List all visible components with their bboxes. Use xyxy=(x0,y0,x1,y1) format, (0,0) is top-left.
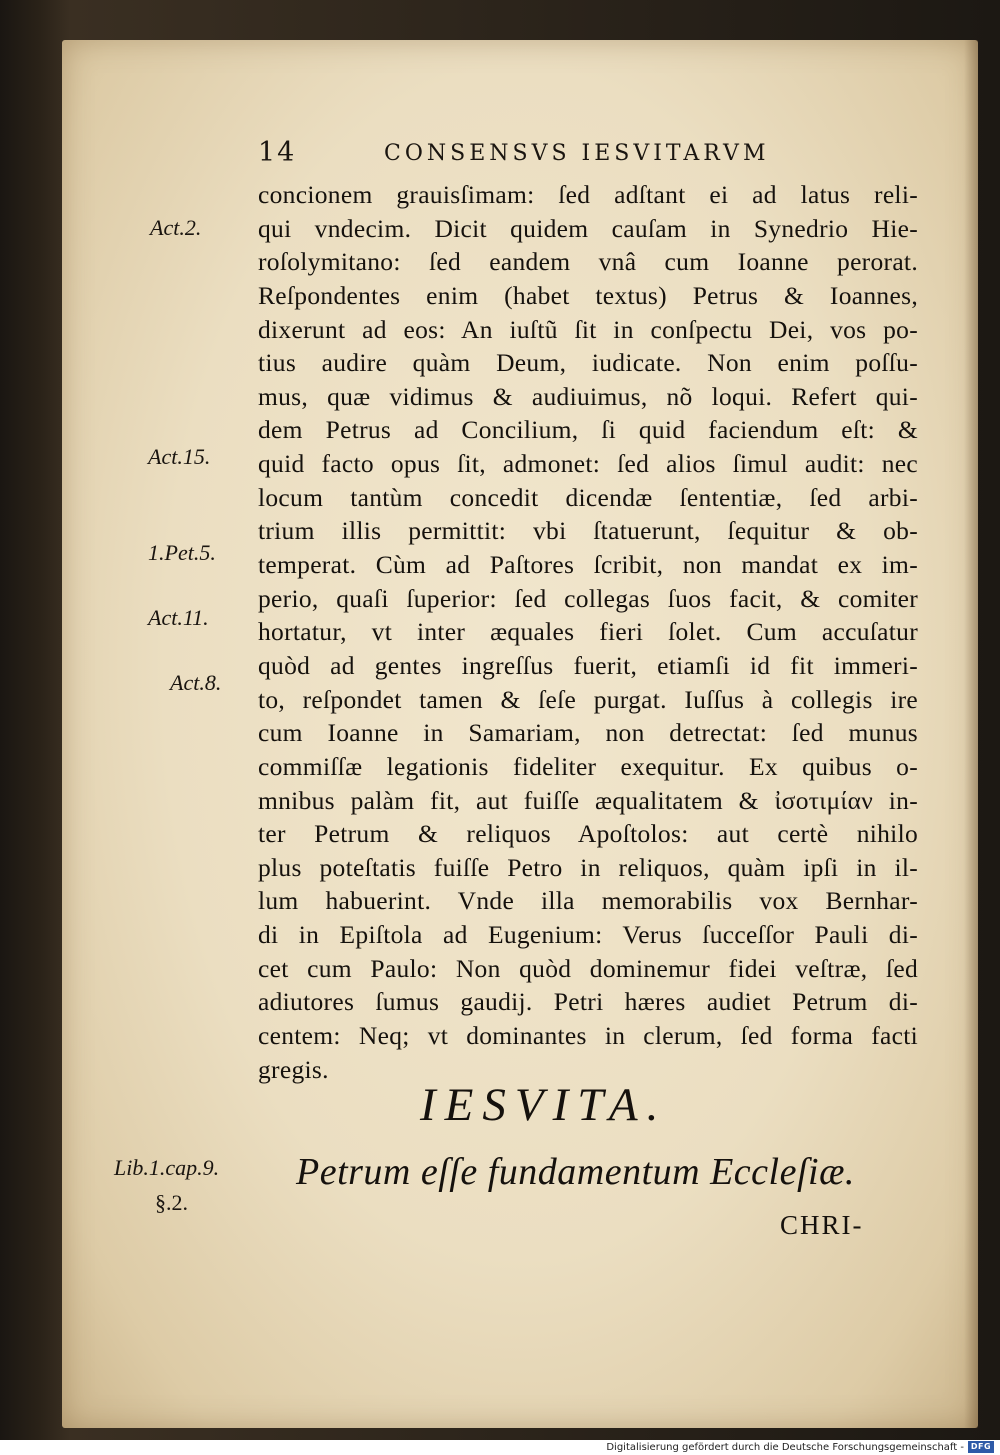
text-line: roſolymitano: ſed eandem vnâ cum Ioanne perorat. xyxy=(258,247,918,277)
dfg-logo-icon: DFG xyxy=(968,1441,994,1453)
text-line: dem Petrus ad Concilium, ſi quid faciendum eſt: & xyxy=(258,415,918,445)
text-line: di in Epiſtola ad Eugenium: Verus ſucceſſor Pauli di- xyxy=(258,920,918,950)
running-head-title: CONSENSVS IESVITARVM xyxy=(384,141,770,166)
text-line: tius audire quàm Deum, iudicate. Non enim poſſu- xyxy=(258,348,918,378)
text-line: temperat. Cùm ad Paſtores ſcribit, non mandat ex im- xyxy=(258,550,918,580)
text-line: dixerunt ad eos: An iuſtũ ſit in conſpectu Dei, vos po- xyxy=(258,314,918,344)
footer-credit: Digitalisierung gefördert durch die Deutsche Forschungsgemeinschaft - xyxy=(606,1442,964,1453)
text-line: mnibus palàm fit, aut fuiſſe æqualitatem & ἰσοτιμίαν in- xyxy=(258,785,918,815)
page-edge-shadow xyxy=(964,40,978,1428)
text-line: quid facto opus ſit, admonet: ſed alios ſimul audit: nec xyxy=(258,449,918,479)
text-line: gregis. xyxy=(258,1054,329,1084)
text-line: qui vndecim. Dicit quidem cauſam in Synedrio Hie- xyxy=(258,213,918,243)
margin-note-section: §.2. xyxy=(155,1190,188,1215)
text-line: to, reſpondet tamen & ſeſe purgat. Iuſſus à collegis ire xyxy=(258,684,918,714)
text-line: locum tantùm concedit dicendæ ſententiæ, ſed arbi- xyxy=(258,482,918,512)
thesis-line: Petrum eſſe fundamentum Eccleſiæ. xyxy=(296,1151,855,1193)
margin-note-lib: Lib.1.cap.9. xyxy=(114,1155,220,1180)
margin-note-act11: Act.11. xyxy=(148,605,209,630)
text-line: cet cum Paulo: Non quòd dominemur fidei veſtræ, ſed xyxy=(258,953,918,983)
running-head xyxy=(258,137,818,177)
margin-note-act2: Act.2. xyxy=(150,215,202,240)
page-number: 14 xyxy=(258,137,297,168)
text-line: lum habuerint. Vnde illa memorabilis vox Bernhar- xyxy=(258,886,918,916)
margin-note-act15: Act.15. xyxy=(148,444,211,469)
text-line: hortatur, vt inter æquales fieri ſolet. Cum accuſatur xyxy=(258,617,918,647)
text-line: cum Ioanne in Samariam, non detrectat: ſed munus xyxy=(258,718,918,748)
text-line: commiſſæ legationis fideliter exequitur. Ex quibus o- xyxy=(258,751,918,781)
text-line: centem: Neq; vt dominantes in clerum, ſed forma facti xyxy=(258,1021,918,1051)
text-line: adiutores ſumus gaudij. Petri hæres audiet Petrum di- xyxy=(258,987,918,1017)
text-line: concionem grauisſimam: ſed adſtant ei ad latus reli- xyxy=(258,180,918,209)
body-text xyxy=(258,178,918,1086)
catchword: CHRI- xyxy=(780,1210,864,1240)
text-line: plus poteſtatis fuiſſe Petro in reliquos, quàm ipſi in il- xyxy=(258,852,918,882)
text-line: perio, quaſi ſuperior: ſed collegas ſuos facit, & comiter xyxy=(258,583,918,613)
section-heading: IESVITA. xyxy=(420,1079,668,1131)
text-line: trium illis permittit: vbi ſtatuerunt, ſequitur & ob- xyxy=(258,516,918,546)
text-line: Reſpondentes enim (habet textus) Petrus & Ioannes, xyxy=(258,280,918,310)
text-line: quòd ad gentes ingreſſus fuerit, etiamſi id fit immeri- xyxy=(258,650,918,680)
margin-note-act8: Act.8. xyxy=(170,670,222,695)
text-line: ter Petrum & reliquos Apoſtolos: aut certè nihilo xyxy=(258,819,918,849)
text-line: mus, quæ vidimus & audiuimus, nõ loqui. Refert qui- xyxy=(258,381,918,411)
margin-note-pet5: 1.Pet.5. xyxy=(148,540,216,565)
